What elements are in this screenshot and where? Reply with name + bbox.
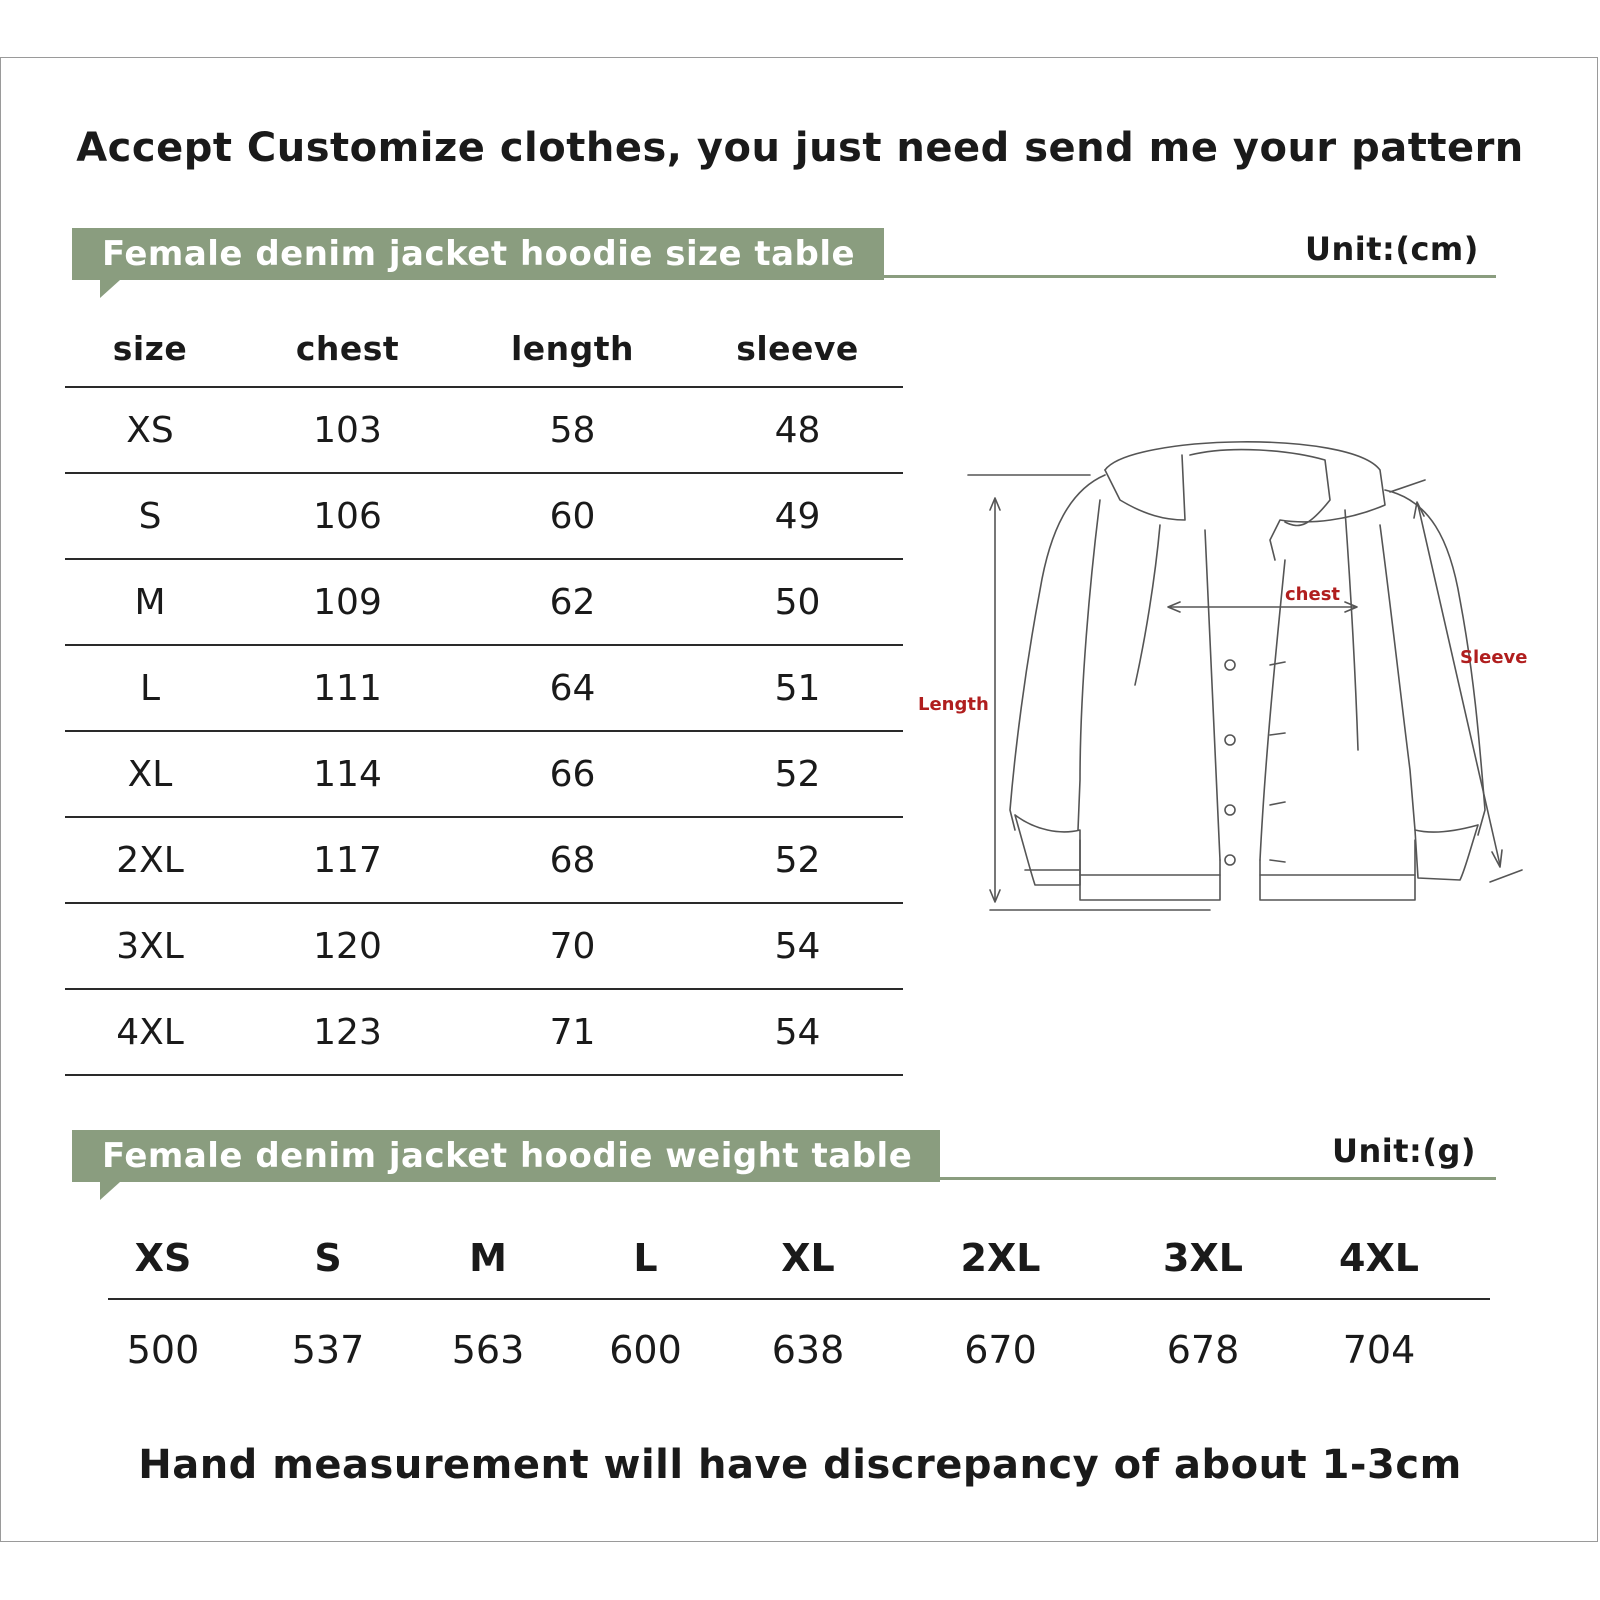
chest-label: chest — [1285, 584, 1341, 605]
weight-table-banner — [72, 1130, 940, 1182]
weight-size: XL — [781, 1236, 835, 1280]
row-length: 71 — [549, 1011, 596, 1053]
weight-size: 2XL — [960, 1236, 1041, 1280]
row-chest: 117 — [313, 839, 382, 881]
jacket-diagram — [918, 430, 1570, 940]
row-length: 64 — [549, 667, 596, 709]
size-table-rule — [884, 275, 1496, 278]
weight-value: 563 — [451, 1328, 525, 1372]
row-chest: 109 — [313, 581, 382, 623]
row-sleeve: 50 — [774, 581, 821, 623]
table-row — [65, 388, 903, 474]
page-headline: Accept Customize clothes, you just need send me your pattern — [76, 125, 1524, 171]
weight-size: S — [314, 1236, 342, 1280]
size-table-banner — [72, 228, 884, 280]
row-sleeve: 52 — [774, 753, 821, 795]
row-length: 68 — [549, 839, 596, 881]
table-row — [65, 990, 903, 1076]
row-sleeve: 54 — [774, 1011, 821, 1053]
weight-value: 500 — [126, 1328, 200, 1372]
hem — [1080, 840, 1415, 900]
weight-size: L — [633, 1236, 658, 1280]
measurement-note: Hand measurement will have discrepancy of about 1-3cm — [138, 1442, 1462, 1488]
row-sleeve: 52 — [774, 839, 821, 881]
sleeve-label: Sleeve — [1460, 647, 1528, 668]
row-chest: 114 — [313, 753, 382, 795]
row-chest: 120 — [313, 925, 382, 967]
drawstring-right — [1345, 510, 1358, 750]
row-length: 60 — [549, 495, 596, 537]
table-row — [65, 818, 903, 904]
row-chest: 123 — [313, 1011, 382, 1053]
row-length: 58 — [549, 409, 596, 451]
row-chest: 111 — [313, 667, 382, 709]
weight-value: 704 — [1342, 1328, 1416, 1372]
row-length: 66 — [549, 753, 596, 795]
size-table-unit: Unit:(cm) — [1305, 230, 1479, 268]
front-left-edge — [1205, 530, 1220, 860]
weight-size: XS — [134, 1236, 192, 1280]
row-size: 2XL — [116, 839, 184, 881]
weight-value: 537 — [291, 1328, 365, 1372]
header-size: size — [112, 328, 188, 368]
button — [1225, 660, 1235, 670]
row-sleeve: 54 — [774, 925, 821, 967]
size-table-title: Female denim jacket hoodie size table — [102, 234, 856, 274]
sleeve-arrow — [1418, 505, 1500, 865]
row-sleeve: 49 — [774, 495, 821, 537]
weight-table-header — [108, 1218, 1490, 1300]
row-size: 4XL — [116, 1011, 184, 1053]
row-sleeve: 48 — [774, 409, 821, 451]
weight-size: M — [469, 1236, 507, 1280]
weight-value: 638 — [771, 1328, 845, 1372]
row-size: XS — [126, 409, 174, 451]
size-banner-tail — [100, 280, 120, 298]
right-cuff — [1415, 825, 1478, 880]
table-row — [65, 904, 903, 990]
button — [1225, 855, 1235, 865]
row-size: L — [139, 667, 161, 709]
size-table — [65, 310, 903, 1076]
weight-table — [108, 1218, 1490, 1400]
left-sleeve-inner — [1078, 500, 1100, 830]
row-chest: 106 — [313, 495, 382, 537]
size-table-header — [65, 310, 903, 388]
weight-table-title: Female denim jacket hoodie weight table — [102, 1136, 913, 1176]
row-length: 62 — [549, 581, 596, 623]
table-row — [65, 732, 903, 818]
weight-table-rule — [940, 1177, 1496, 1180]
left-cuff — [1015, 815, 1080, 885]
weight-size: 3XL — [1163, 1236, 1243, 1280]
sleeve-top-ref — [1390, 480, 1425, 492]
header-sleeve: sleeve — [736, 328, 859, 368]
weight-table-values — [108, 1300, 1490, 1400]
row-sleeve: 51 — [774, 667, 821, 709]
weight-value: 670 — [964, 1328, 1037, 1372]
table-row — [65, 474, 903, 560]
row-size: M — [134, 581, 166, 623]
header-chest: chest — [295, 328, 400, 368]
hood-outline — [1105, 442, 1385, 560]
front-right-edge — [1260, 560, 1285, 860]
weight-value: 678 — [1166, 1328, 1240, 1372]
right-sleeve-inner — [1380, 525, 1415, 830]
row-chest: 103 — [313, 409, 382, 451]
left-shoulder — [1010, 475, 1105, 830]
row-length: 70 — [549, 925, 596, 967]
weight-value: 600 — [609, 1328, 682, 1372]
button — [1225, 735, 1235, 745]
row-size: XL — [127, 753, 173, 795]
header-length: length — [510, 328, 635, 368]
row-size: S — [138, 495, 162, 537]
table-row — [65, 646, 903, 732]
table-row — [65, 560, 903, 646]
hood-inner — [1190, 450, 1330, 526]
hood-left — [1105, 455, 1185, 520]
weight-size: 4XL — [1339, 1236, 1419, 1280]
weight-table-unit: Unit:(g) — [1332, 1132, 1476, 1170]
length-label: Length — [918, 694, 989, 715]
row-size: 3XL — [116, 925, 184, 967]
button — [1225, 805, 1235, 815]
drawstring-left — [1135, 525, 1160, 685]
sleeve-bottom-ref — [1490, 870, 1522, 882]
weight-banner-tail — [100, 1182, 120, 1200]
